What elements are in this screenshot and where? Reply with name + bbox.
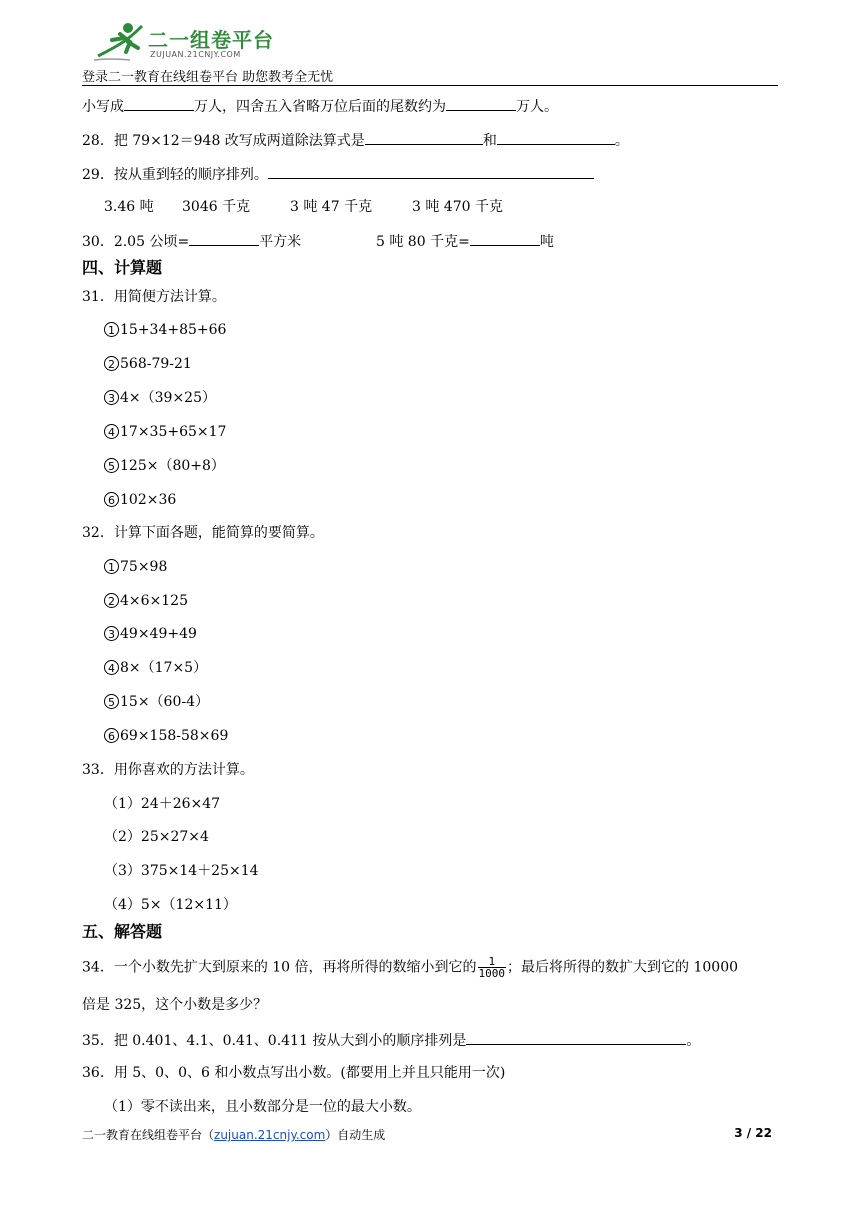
q32-text: 计算下面各题，能简算的要简算。 xyxy=(113,525,324,541)
q30 xyxy=(82,231,301,251)
q31-item xyxy=(104,355,192,373)
circled-number: 3 xyxy=(104,390,119,405)
q32 xyxy=(82,524,324,542)
circled-number: 2 xyxy=(104,356,119,371)
q28-number: 28． xyxy=(82,133,114,149)
circled-number: 5 xyxy=(104,458,119,473)
footer-text-1: 二一教育在线组卷平台（ xyxy=(82,1128,215,1142)
q28-text-1: 把 79×12＝948 改写成两道除法算式是 xyxy=(113,133,365,149)
fraction xyxy=(478,956,507,979)
q27-text-1: 小写成 xyxy=(82,99,124,115)
q29 xyxy=(82,164,594,184)
q32-number: 32． xyxy=(82,525,114,541)
q31-text: 用简便方法计算。 xyxy=(113,289,226,305)
q35-text-2: 。 xyxy=(686,1033,701,1049)
q30-text-3: 5 吨 80 千克= xyxy=(376,234,470,250)
q29-text: 按从重到轻的顺序排列。 xyxy=(113,167,268,183)
q28 xyxy=(82,130,629,150)
q34-text-2: ；最后将所得的数扩大到它的 10000 xyxy=(507,959,739,976)
q28-text-2: 和 xyxy=(482,133,497,149)
logo xyxy=(90,20,290,64)
footer-link[interactable]: zujuan.21cnjy.com xyxy=(214,1128,326,1142)
q28-blank-1[interactable] xyxy=(365,130,483,145)
q35-number: 35． xyxy=(82,1033,114,1049)
q32-expr: 4×6×125 xyxy=(120,593,188,609)
q32-item xyxy=(104,727,228,745)
q33 xyxy=(82,761,254,779)
q29-item: 3046 千克 xyxy=(182,199,251,215)
q27-blank-1[interactable] xyxy=(124,96,194,111)
q27-tail xyxy=(82,96,558,116)
q34-line-2: 倍是 325，这个小数是多少？ xyxy=(82,997,268,1013)
q28-blank-2[interactable] xyxy=(497,130,615,145)
q33-item: （1）24＋26×47 xyxy=(104,796,221,812)
q31-expr: 568-79-21 xyxy=(120,356,192,372)
q35-blank[interactable] xyxy=(466,1030,686,1045)
q32-item xyxy=(104,592,188,610)
fraction-numerator: 1 xyxy=(478,956,507,968)
section-4-title: 四、计算题 xyxy=(82,258,163,277)
q32-item xyxy=(104,693,209,711)
q29-item: 3 吨 47 千克 xyxy=(290,199,373,215)
q35 xyxy=(82,1030,700,1050)
circled-number: 1 xyxy=(104,559,119,574)
q31-item xyxy=(104,491,176,509)
runner-logo-icon xyxy=(90,20,150,64)
q31-item xyxy=(104,321,226,339)
q29-item: 3 吨 470 千克 xyxy=(412,199,503,215)
q31-item xyxy=(104,389,216,407)
q31-expr: 15+34+85+66 xyxy=(120,322,227,338)
section-5-title: 五、解答题 xyxy=(82,922,163,941)
circled-number: 4 xyxy=(104,424,119,439)
q32-expr: 49×49+49 xyxy=(120,626,197,642)
q31 xyxy=(82,288,226,306)
q30-text-2: 平方米 xyxy=(259,234,302,250)
q32-item xyxy=(104,558,167,576)
q32-expr: 8×（17×5） xyxy=(120,660,208,676)
circled-number: 6 xyxy=(104,492,119,507)
q30-text-4: 吨 xyxy=(539,234,554,250)
header xyxy=(0,0,860,90)
q32-item xyxy=(104,625,197,643)
q31-expr: 102×36 xyxy=(120,492,177,508)
q30-blank-2[interactable] xyxy=(470,231,540,246)
logo-title: 二一组卷平台 xyxy=(148,28,274,52)
q33-number: 33． xyxy=(82,762,114,778)
circled-number: 4 xyxy=(104,660,119,675)
q33-item: （4）5×（12×11） xyxy=(104,897,237,913)
q31-expr: 4×（39×25） xyxy=(120,390,216,406)
header-tagline: 登录二一教育在线组卷平台 助您教考全无忧 xyxy=(82,70,334,85)
q34-number: 34． xyxy=(82,959,114,976)
q32-expr: 69×158-58×69 xyxy=(120,728,229,744)
q33-text: 用你喜欢的方法计算。 xyxy=(113,762,254,778)
q27-text-2: 万人，四舍五入省略万位后面的尾数约为 xyxy=(194,99,446,115)
q29-item: 3.46 吨 xyxy=(104,199,154,215)
logo-subtitle: ZUJUAN.21CNJY.COM xyxy=(150,50,241,59)
q33-item: （2）25×27×4 xyxy=(104,829,209,845)
circled-number: 2 xyxy=(104,593,119,608)
q30-number: 30． xyxy=(82,234,114,250)
footer-text-2: ）自动生成 xyxy=(325,1128,386,1142)
q31-item xyxy=(104,423,226,441)
q32-expr: 15×（60-4） xyxy=(120,694,209,710)
page-number: 3 / 22 xyxy=(734,1126,772,1140)
q30-part2 xyxy=(376,231,554,251)
q36 xyxy=(82,1064,505,1082)
q27-text-3: 万人。 xyxy=(516,99,558,115)
circled-number: 5 xyxy=(104,694,119,709)
q34-text-1: 一个小数先扩大到原来的 10 倍，再将所得的数缩小到它的 xyxy=(113,959,477,976)
q31-item xyxy=(104,457,225,475)
q33-item: （3）375×14＋25×14 xyxy=(104,863,259,879)
q31-expr: 125×（80+8） xyxy=(120,458,225,474)
q27-blank-2[interactable] xyxy=(446,96,516,111)
q36-text: 用 5、0、0、6 和小数点写出小数。(都要用上并且只能用一次) xyxy=(113,1065,506,1081)
footer xyxy=(82,1126,778,1143)
q30-text-1: 2.05 公顷= xyxy=(113,234,190,250)
circled-number: 3 xyxy=(104,626,119,641)
q36-number: 36． xyxy=(82,1065,114,1081)
q32-expr: 75×98 xyxy=(120,559,168,575)
q31-number: 31． xyxy=(82,289,114,305)
q28-text-3: 。 xyxy=(614,133,629,149)
q29-blank[interactable] xyxy=(268,164,594,179)
q29-number: 29． xyxy=(82,167,114,183)
header-rule xyxy=(82,85,778,86)
q34 xyxy=(82,956,738,979)
q36-sub-1: （1）零不读出来，且小数部分是一位的最大小数。 xyxy=(104,1099,421,1115)
circled-number: 6 xyxy=(104,728,119,743)
q35-text-1: 把 0.401、4.1、0.41、0.411 按从大到小的顺序排列是 xyxy=(113,1033,467,1049)
circled-number: 1 xyxy=(104,322,119,337)
q30-blank-1[interactable] xyxy=(189,231,259,246)
q32-item xyxy=(104,659,207,677)
q31-expr: 17×35+65×17 xyxy=(120,424,227,440)
fraction-denominator: 1000 xyxy=(478,967,506,980)
